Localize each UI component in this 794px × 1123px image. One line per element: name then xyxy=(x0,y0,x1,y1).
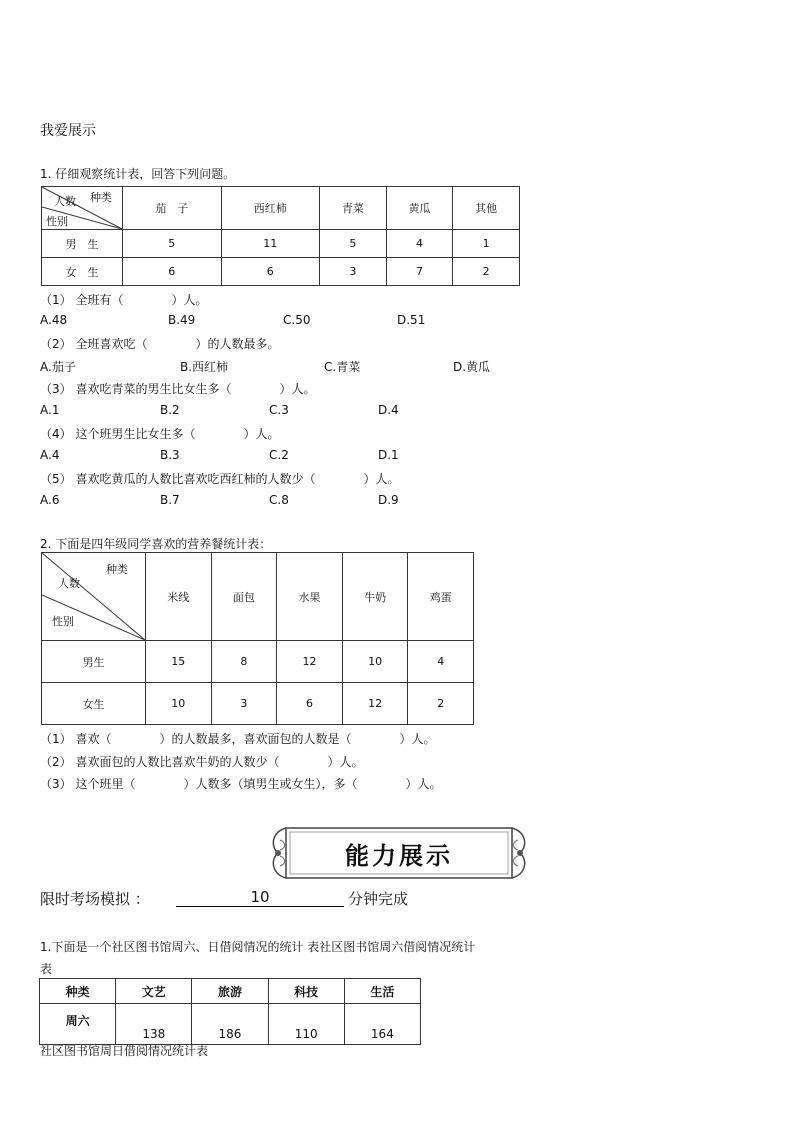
table-cell: 164 xyxy=(344,1004,420,1045)
column-header: 茄 子 xyxy=(123,187,222,230)
row-label: 男 生 xyxy=(42,230,123,258)
subquestion-5: （5） 喜欢吃黄瓜的人数比喜欢吃西红柿的人数少（ ）人。 xyxy=(40,472,400,486)
table-row xyxy=(40,1004,421,1045)
row-label: 周六 xyxy=(40,1004,116,1045)
option: A.1 xyxy=(40,403,60,417)
option: B.3 xyxy=(160,448,180,462)
table-cell: 3 xyxy=(211,683,277,725)
table-row xyxy=(42,230,520,258)
option: D.51 xyxy=(397,313,426,327)
option: D.黄瓜 xyxy=(453,360,491,374)
question-2-table xyxy=(41,552,474,725)
timer-label: 限时考场模拟 ： xyxy=(40,890,150,908)
corner-label-count: 人数 xyxy=(58,577,80,590)
column-header: 米线 xyxy=(146,553,212,641)
column-header: 牛奶 xyxy=(342,553,408,641)
column-header: 种类 xyxy=(40,979,116,1004)
table-cell: 8 xyxy=(211,641,277,683)
table-cell: 6 xyxy=(277,683,343,725)
column-header: 其他 xyxy=(453,187,520,230)
question-3-title-cont: 表 xyxy=(40,962,53,976)
corner-label-gender: 性别 xyxy=(52,615,74,628)
ability-banner xyxy=(268,822,530,884)
question-2-title: 2. 下面是四年级同学喜欢的营养餐统计表： xyxy=(40,537,272,551)
table-cell: 10 xyxy=(146,683,212,725)
table-cell: 2 xyxy=(408,683,474,725)
table-cell: 1 xyxy=(453,230,520,258)
table-cell: 10 xyxy=(342,641,408,683)
subquestion-4: （4） 这个班男生比女生多（ ）人。 xyxy=(40,427,280,441)
row-label: 女生 xyxy=(42,683,146,725)
corner-label-category: 种类 xyxy=(106,563,128,576)
table-cell: 138 xyxy=(116,1004,192,1045)
table-row xyxy=(42,258,520,286)
question-3-table xyxy=(39,978,421,1045)
subquestion-1: （1） 全班有（ ）人。 xyxy=(40,293,208,307)
column-header: 面包 xyxy=(211,553,277,641)
timer-suffix: 分钟完成 xyxy=(348,890,409,908)
option: B.西红柿 xyxy=(180,360,229,374)
option: A.茄子 xyxy=(40,360,76,374)
timer-value: 10 xyxy=(176,888,344,907)
subquestion-2: （2） 全班喜欢吃（ ）的人数最多。 xyxy=(40,337,280,351)
option: C.8 xyxy=(269,493,289,507)
option: C.2 xyxy=(269,448,289,462)
row-label: 女 生 xyxy=(42,258,123,286)
question-1-title: 1. 仔细观察统计表，回答下列问题。 xyxy=(40,167,236,181)
corner-label-count: 人数 xyxy=(54,195,76,208)
table-cell: 5 xyxy=(123,230,222,258)
column-header: 青菜 xyxy=(320,187,387,230)
table-cell: 4 xyxy=(408,641,474,683)
corner-label-gender: 性别 xyxy=(46,215,68,228)
question-3-title: 1.下面是一个社区图书馆周六、日借阅情况的统计 表社区图书馆周六借阅情况统计 xyxy=(40,940,476,954)
table-corner-cell xyxy=(42,187,123,230)
section-title: 我爱展示 xyxy=(40,123,96,139)
option: B.49 xyxy=(168,313,196,327)
q2-subquestion-2: （2） 喜欢面包的人数比喜欢牛奶的人数少（ ）人。 xyxy=(40,755,364,769)
option: D.4 xyxy=(378,403,399,417)
table-cell: 5 xyxy=(320,230,387,258)
table-caption: 社区图书馆周日借阅情况统计表 xyxy=(40,1044,209,1058)
option: C.3 xyxy=(269,403,289,417)
option: D.1 xyxy=(378,448,399,462)
column-header: 鸡蛋 xyxy=(408,553,474,641)
table-corner-cell xyxy=(42,553,146,641)
table-row xyxy=(42,683,474,725)
table-cell: 2 xyxy=(453,258,520,286)
column-header: 黄瓜 xyxy=(386,187,453,230)
option: D.9 xyxy=(378,493,399,507)
option: A.6 xyxy=(40,493,60,507)
option: A.48 xyxy=(40,313,68,327)
column-header: 旅游 xyxy=(192,979,268,1004)
table-cell: 6 xyxy=(221,258,320,286)
table-cell: 7 xyxy=(386,258,453,286)
column-header: 生活 xyxy=(344,979,420,1004)
corner-label-category: 种类 xyxy=(90,191,112,204)
table-cell: 110 xyxy=(268,1004,344,1045)
option: C.青菜 xyxy=(324,360,361,374)
question-1-table xyxy=(41,186,520,286)
option: B.2 xyxy=(160,403,180,417)
row-label: 男生 xyxy=(42,641,146,683)
subquestion-3: （3） 喜欢吃青菜的男生比女生多（ ）人。 xyxy=(40,382,316,396)
banner-title: 能力展示 xyxy=(345,840,453,870)
q2-subquestion-3: （3） 这个班里（ ）人数多（填男生或女生），多（ ）人。 xyxy=(40,777,442,791)
column-header: 水果 xyxy=(277,553,343,641)
table-cell: 3 xyxy=(320,258,387,286)
q2-subquestion-1: （1） 喜欢（ ）的人数最多，喜欢面包的人数是（ ）人。 xyxy=(40,732,436,746)
column-header: 文艺 xyxy=(116,979,192,1004)
option: B.7 xyxy=(160,493,180,507)
table-cell: 186 xyxy=(192,1004,268,1045)
table-cell: 6 xyxy=(123,258,222,286)
column-header: 科技 xyxy=(268,979,344,1004)
column-header: 西红柿 xyxy=(221,187,320,230)
table-cell: 4 xyxy=(386,230,453,258)
table-cell: 12 xyxy=(342,683,408,725)
table-row xyxy=(42,641,474,683)
option: A.4 xyxy=(40,448,60,462)
table-cell: 12 xyxy=(277,641,343,683)
table-cell: 15 xyxy=(146,641,212,683)
option: C.50 xyxy=(283,313,311,327)
table-cell: 11 xyxy=(221,230,320,258)
